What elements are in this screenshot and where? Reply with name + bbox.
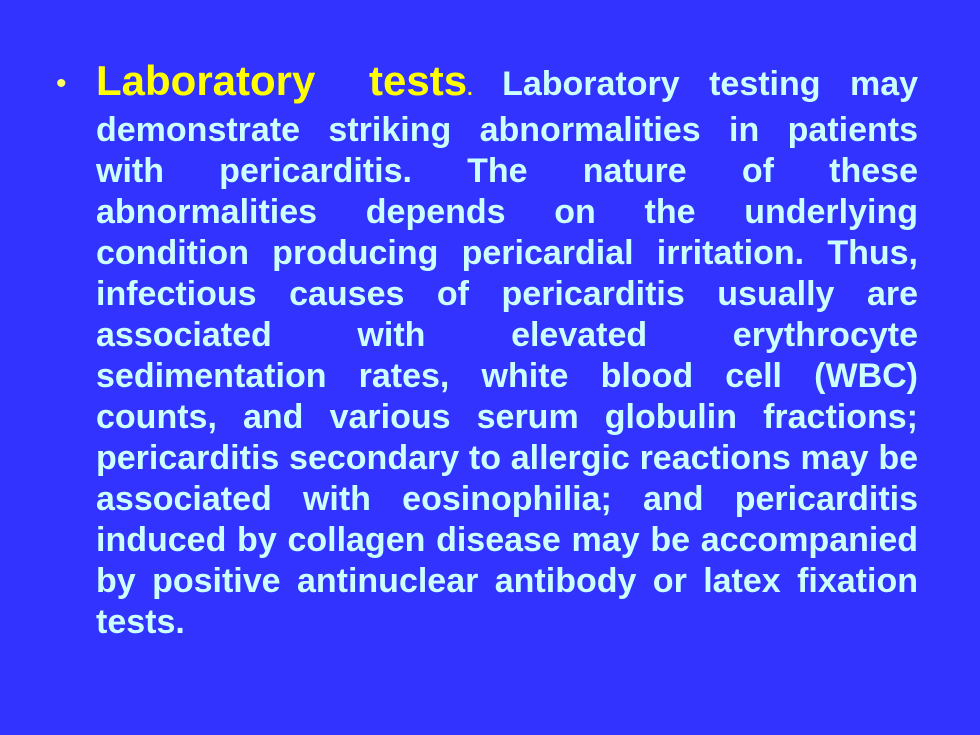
bullet-paragraph — [96, 57, 919, 643]
body-text: Laboratory testing may demonstrate striking abnormalities in patients with pericarditis. The nature of these abnormalities depends on the underlying condition producing pericardial irritation. Thus, infectious causes of pericarditis usually are associated with elevated erythrocyte sedimentation rates, white blood cell (WBC) counts, and various serum globulin fractions; pericarditis secondary to allergic reactions may be associated with eosinophilia; and pericarditis induced by collagen disease may be accompanied by positive antinuclear antibody or latex fixation tests. — [96, 65, 919, 641]
heading-punctuation: . — [467, 78, 473, 100]
bullet-item — [56, 57, 919, 643]
slide-heading: Laboratory tests — [96, 57, 468, 104]
bullet-symbol: • — [56, 67, 67, 100]
